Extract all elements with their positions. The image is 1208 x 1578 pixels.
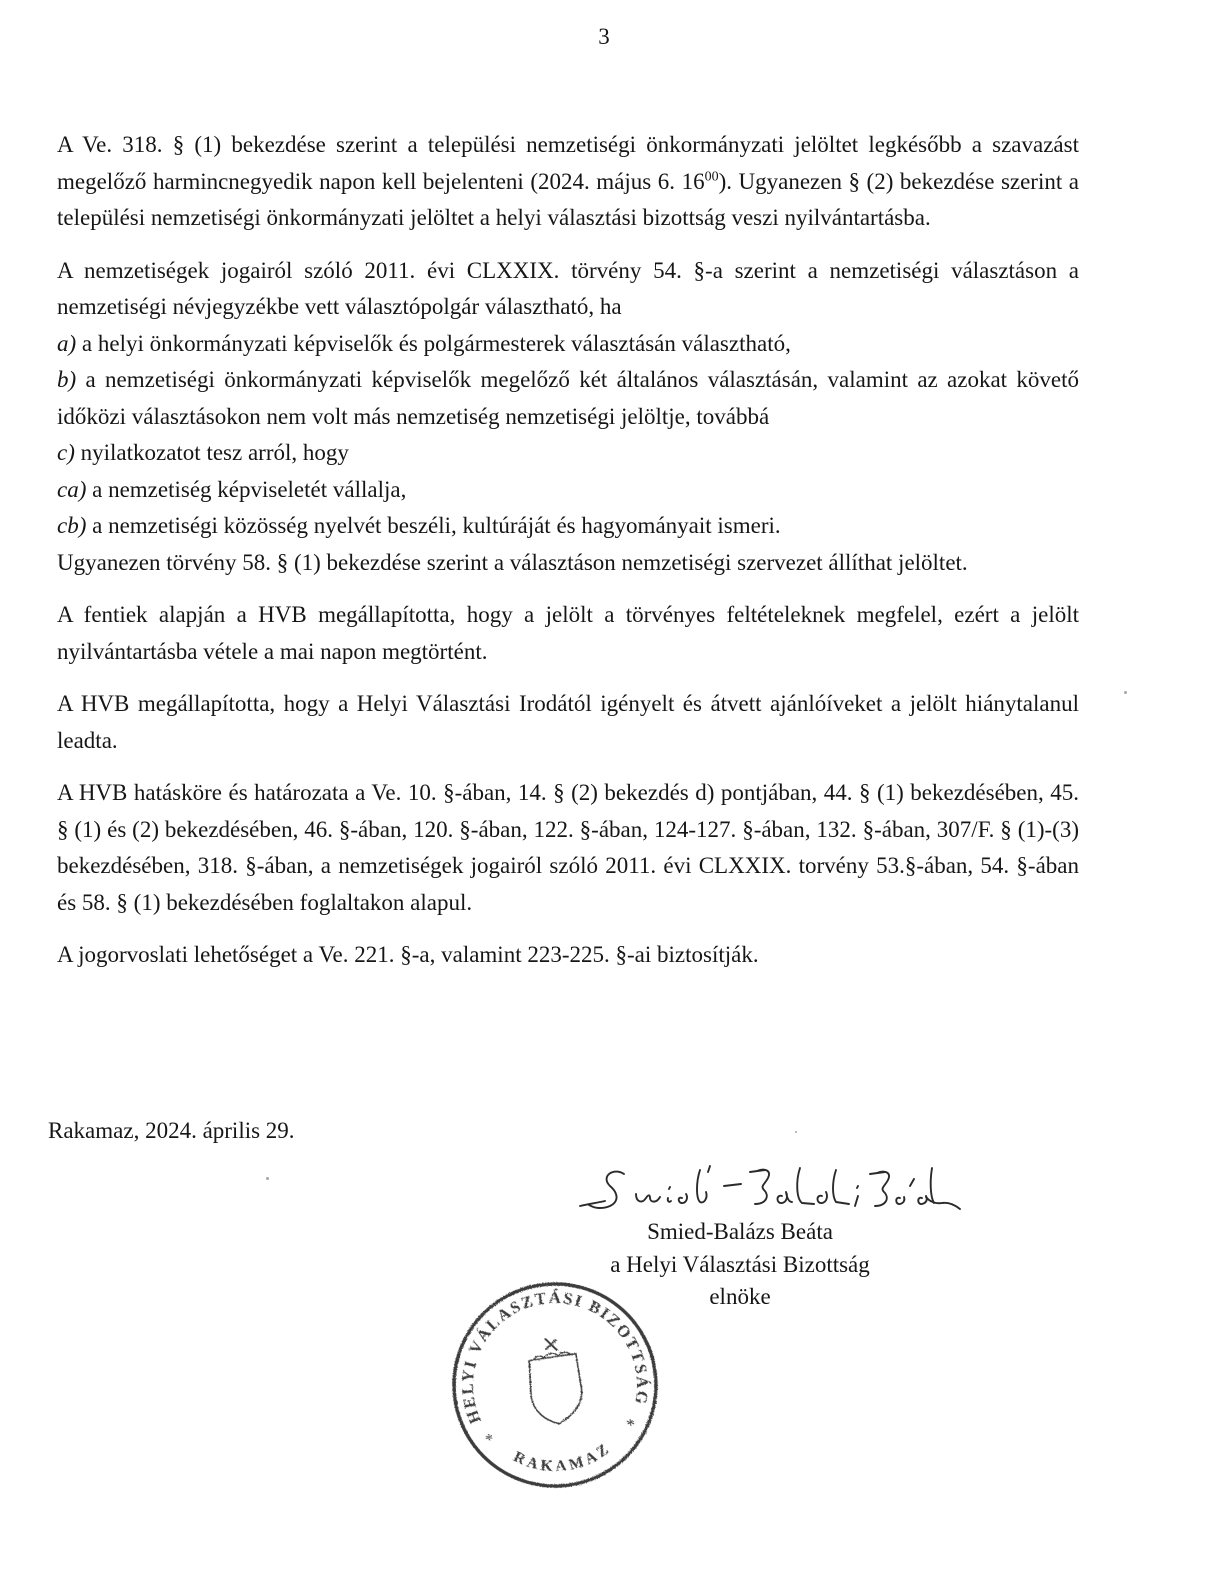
scan-artifact-dot [795,1131,797,1133]
paragraph-ballot-sheets: A HVB megállapította, hogy a Helyi Választási Irodától igényelt és átvett ajánlóíveket a jelölt hiánytalanul leadta. [57,691,1079,753]
law-58-closing: Ugyanezen törvény 58. § (1) bekezdése szerint a választáson nemzetiségi szervezet állíthat jelöltet. [57,549,968,575]
list-marker: b) [57,367,77,392]
stamp-arc-text: HELYI VÁLASZTÁSI BIZOTTSÁG [457,1287,653,1427]
paragraph-hvb-decision: A fentiek alapján a HVB megállapította, hogy a jelölt a törvényes feltételeknek megfelel, ezért a jelölt nyilvántartásba vétele a mai napon megtörtént. [57,602,1079,664]
list-item-ca: ca) a nemzetiség képviseletét vállalja, [57,476,407,502]
coat-of-arms [523,1335,588,1426]
list-marker: ca) [57,476,87,502]
paragraph-ve-318: A Ve. 318. § (1) bekezdése szerint a települési nemzetiségi önkormányzati jelöltet legkésőbb a szavazást megelőző harmincnegyedik napon kell bejelenteni (2024. május 6. $16^{00}$). Ugyanezen § (2) bekezdése szerint a települési nemzetiségi önkormányzati jelöltet a helyi választási bizottság veszi nyilvántartásba. [57,132,1079,230]
list-marker: cb) [57,513,87,538]
superscript-hour: 00 [704,168,719,184]
official-stamp [444,1274,666,1496]
document-body [57,127,1079,990]
law-54-intro: A nemzetiségek jogairól szóló 2011. évi CLXXIX. törvény 54. §-a szerint a nemzetiségi választáson a nemzetiségi névjegyzékbe vett választópolgár választható, ha [57,257,1079,319]
stamp-star-left: * [484,1429,495,1450]
cross-icon [544,1338,557,1352]
stamp-star-right: * [625,1414,636,1435]
signer-organization: a Helyi Választási Bizottság [610,1251,870,1277]
list-item-a: a) a helyi önkormányzati képviselők és polgármesterek választásán választható, [57,330,791,356]
page-number: 3 [598,24,610,49]
scan-artifact-dot [266,1177,269,1180]
signer-name: Smied-Balázs Beáta [647,1219,833,1244]
list-item-b: b) a nemzetiségi önkormányzati képviselők megelőző két általános választásán, valamint az azokat követő időközi választásokon nem volt más nemzetiség nemzetiségi jelöltje, továbbá [57,367,1079,429]
list-marker: a) [57,330,77,356]
stamp-bottom-text: RAKAMAZ [510,1439,615,1476]
list-marker: c) [57,440,75,465]
paragraph-legal-remedy: A jogorvoslati lehetőséget a Ve. 221. §-a, valamint 223-225. §-ai biztosítják. [57,942,759,967]
paragraph-legal-basis: A HVB hatásköre és határozata a Ve. 10. §-ában, 14. § (2) bekezdés d) pontjában, 44. § (1) bekezdésében, 45. § (1) és (2) bekezdésében, 46. §-ában, 120. §-ában, 122. §-ában, 124-127. §-ában, 132. §-ában, 307/F. § (1)-(3) bekezdésében, 318. §-ában, a nemzetiségek jogairól szóló 2011. évi CLXXIX. torvény 53.§-ában, 54. §-ában és 58. § (1) bekezdésében foglaltakon alapul. [57,780,1079,915]
list-item-c: c) nyilatkozatot tesz arról, hogy [57,440,349,465]
signer-role: elnöke [709,1284,771,1309]
signature-handwriting [578,1156,962,1224]
paragraph-law-54 [57,253,1079,582]
list-item-cb: cb) a nemzetiségi közösség nyelvét beszéli, kultúráját és hagyományait ismeri. [57,513,781,538]
dateline: Rakamaz, 2024. április 29. [48,1118,295,1143]
scan-artifact-dot [1124,691,1127,694]
